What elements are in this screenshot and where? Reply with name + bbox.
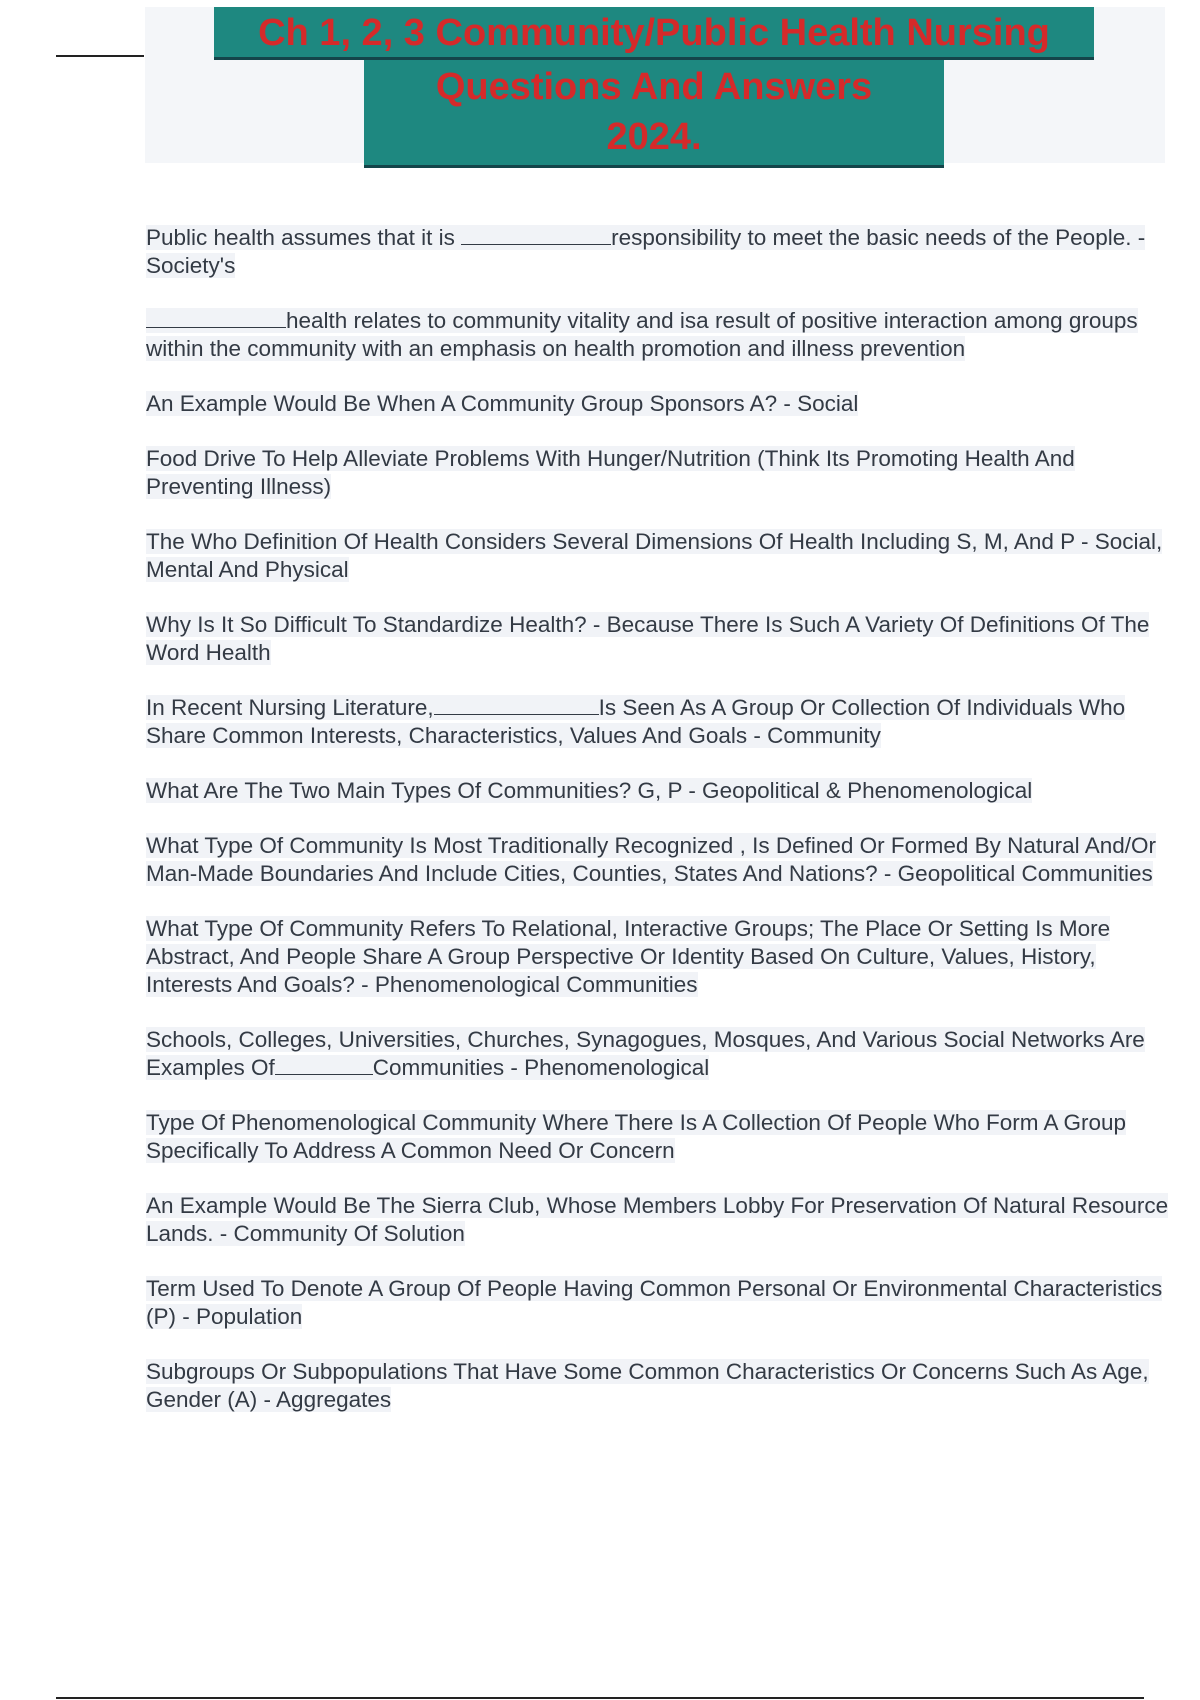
- qa-item: [146, 611, 1186, 667]
- qa-text: Food Drive To Help Alleviate Problems With Hunger/Nutrition (Think Its Promoting Health And Preventing Illness): [146, 446, 1075, 499]
- title-line-3: 2024.: [606, 116, 702, 158]
- qa-text: Communities - Phenomenological: [372, 1055, 710, 1080]
- qa-item: [146, 915, 1186, 999]
- qa-text: Schools, Colleges, Universities, Churches, Synagogues, Mosques, And Various Social Networks Are Examples Of: [146, 1027, 1145, 1080]
- qa-text: Why Is It So Difficult To Standardize Health? - Because There Is Such A Variety Of Definitions Of The Word Health: [146, 612, 1150, 665]
- qa-text: An Example Would Be The Sierra Club, Whose Members Lobby For Preservation Of Natural Resource Lands. - Community Of Solution: [146, 1193, 1169, 1246]
- fill-in-blank: [146, 307, 286, 328]
- qa-text: health relates to community vitality and isa result of positive interaction among groups within the community with an emphasis on health promotion and illness prevention: [146, 308, 1138, 361]
- qa-text: What Are The Two Main Types Of Communities? G, P - Geopolitical & Phenomenological: [146, 778, 1033, 803]
- qa-text: The Who Definition Of Health Considers Several Dimensions Of Health Including S, M, And P - Social, Mental And Physical: [146, 529, 1163, 582]
- title-line-1: Ch 1, 2, 3 Community/Public Health Nursing: [258, 12, 1050, 54]
- qa-text: Public health assumes that it is: [146, 225, 462, 250]
- qa-text: An Example Would Be When A Community Group Sponsors A? - Social: [146, 391, 859, 416]
- qa-item: [146, 528, 1186, 584]
- qa-item: [146, 1275, 1186, 1331]
- qa-item: [146, 694, 1186, 750]
- qa-text: Term Used To Denote A Group Of People Having Common Personal Or Environmental Characteristics (P) - Population: [146, 1276, 1163, 1329]
- qa-text: Is Seen As A Group Or Collection Of Individuals Who Share Common Interests, Characteristics, Values And Goals - Community: [146, 695, 1126, 748]
- qa-text: Type Of Phenomenological Community Where There Is A Collection Of People Who Form A Group Specifically To Address A Common Need Or Concern: [146, 1110, 1127, 1163]
- qa-item: [146, 390, 1186, 418]
- qa-list: [146, 224, 1186, 1441]
- document-subtitle: [364, 60, 944, 168]
- header-rule: [56, 55, 144, 57]
- qa-item: [146, 445, 1186, 501]
- qa-item: [146, 1026, 1186, 1082]
- qa-text: What Type Of Community Refers To Relational, Interactive Groups; The Place Or Setting Is More Abstract, And People Share A Group Perspective Or Identity Based On Culture, Values, History, Interests And Goals? - Phenomenological Communities: [146, 916, 1111, 997]
- qa-item: [146, 832, 1186, 888]
- qa-text: Subgroups Or Subpopulations That Have Some Common Characteristics Or Concerns Such As Age, Gender (A) - Aggregates: [146, 1359, 1149, 1412]
- qa-item: [146, 1358, 1186, 1414]
- document-title: [214, 7, 1094, 60]
- qa-item: [146, 1109, 1186, 1165]
- footer-rule: [56, 1697, 1144, 1699]
- qa-item: [146, 1192, 1186, 1248]
- qa-text: responsibility to meet the basic needs of the People. - Society's: [146, 225, 1146, 278]
- qa-item: [146, 224, 1186, 280]
- title-line-2: Questions And Answers: [435, 66, 873, 108]
- fill-in-blank: [434, 694, 599, 715]
- qa-text: In Recent Nursing Literature,: [146, 695, 434, 720]
- fill-in-blank: [461, 224, 611, 245]
- fill-in-blank: [275, 1054, 373, 1075]
- qa-text: What Type Of Community Is Most Traditionally Recognized , Is Defined Or Formed By Natural And/Or Man-Made Boundaries And Include Cities, Counties, States And Nations? - Geopolitical Communities: [146, 833, 1156, 886]
- qa-item: [146, 777, 1186, 805]
- qa-item: [146, 307, 1186, 363]
